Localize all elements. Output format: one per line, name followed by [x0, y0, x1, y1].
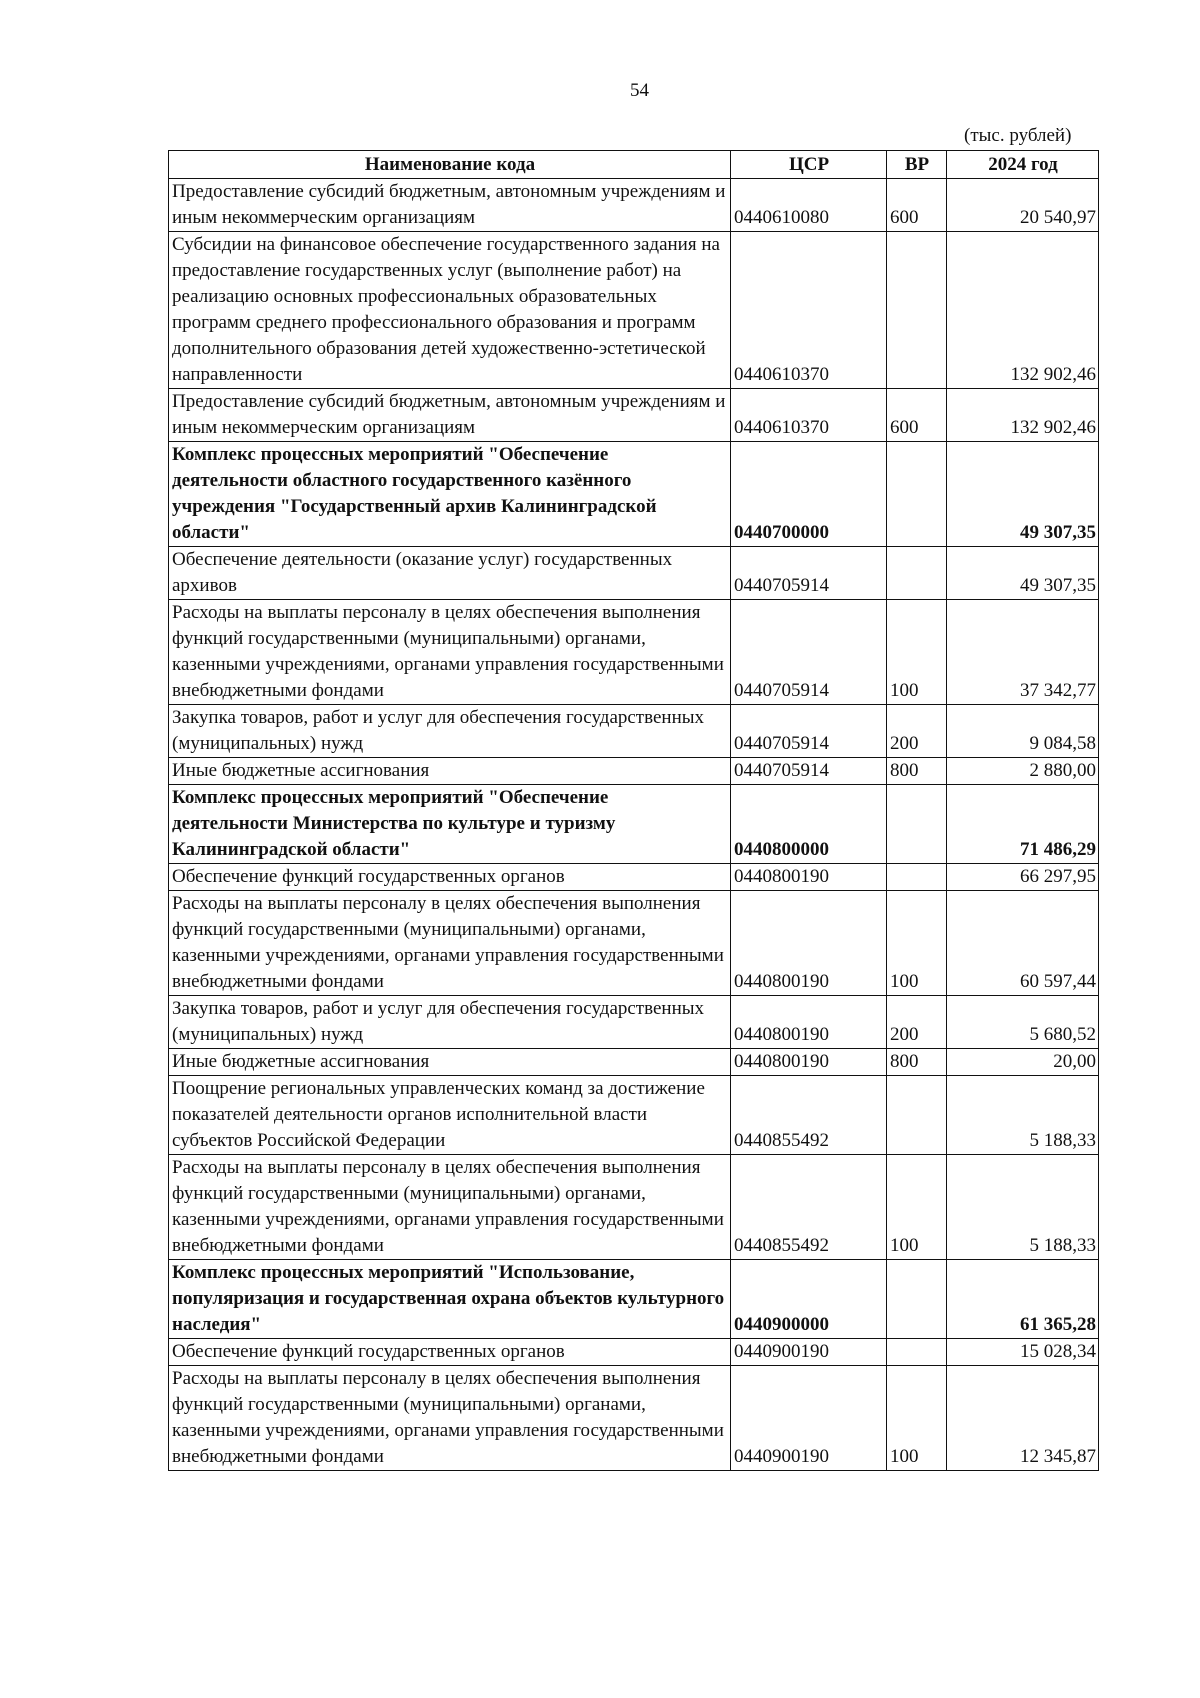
budget-table — [168, 150, 1099, 1471]
row-csr-cell: 0440800000 — [731, 785, 887, 864]
table-row — [169, 705, 1099, 758]
row-csr-cell: 0440610370 — [731, 389, 887, 442]
row-name-cell: Обеспечение функций государственных органов — [169, 864, 731, 891]
row-csr-cell: 0440855492 — [731, 1155, 887, 1260]
row-name-cell: Иные бюджетные ассигнования — [169, 758, 731, 785]
row-csr-cell: 0440855492 — [731, 1076, 887, 1155]
row-name-cell: Расходы на выплаты персоналу в целях обеспечения выполнения функций государственными (муниципальными) органами, казенными учреждениями, органами управления государственными внебюджетными фондами — [169, 1366, 731, 1471]
row-sum-cell: 15 028,34 — [947, 1339, 1099, 1366]
row-sum-cell: 132 902,46 — [947, 389, 1099, 442]
table-row — [169, 1339, 1099, 1366]
row-sum-cell: 5 188,33 — [947, 1076, 1099, 1155]
row-csr-cell: 0440800190 — [731, 891, 887, 996]
table-row — [169, 891, 1099, 996]
row-vr-cell — [887, 547, 947, 600]
row-vr-cell: 800 — [887, 1049, 947, 1076]
row-sum-cell: 49 307,35 — [947, 442, 1099, 547]
page-number: 54 — [630, 80, 649, 101]
row-vr-cell: 200 — [887, 705, 947, 758]
row-csr-cell: 0440610080 — [731, 179, 887, 232]
column-header-csr: ЦСР — [731, 151, 887, 179]
row-vr-cell: 600 — [887, 179, 947, 232]
row-name-cell: Закупка товаров, работ и услуг для обеспечения государственных (муниципальных) нужд — [169, 705, 731, 758]
table-row — [169, 1049, 1099, 1076]
row-sum-cell: 49 307,35 — [947, 547, 1099, 600]
row-csr-cell: 0440900190 — [731, 1339, 887, 1366]
row-sum-cell: 12 345,87 — [947, 1366, 1099, 1471]
table-row — [169, 864, 1099, 891]
row-name-cell: Комплекс процессных мероприятий "Обеспечение деятельности Министерства по культуре и туризму Калининградской области" — [169, 785, 731, 864]
table-row — [169, 996, 1099, 1049]
row-name-cell: Расходы на выплаты персоналу в целях обеспечения выполнения функций государственными (муниципальными) органами, казенными учреждениями, органами управления государственными внебюджетными фондами — [169, 600, 731, 705]
row-vr-cell: 100 — [887, 1155, 947, 1260]
row-sum-cell: 20,00 — [947, 1049, 1099, 1076]
row-vr-cell — [887, 864, 947, 891]
table-row — [169, 232, 1099, 389]
row-sum-cell: 2 880,00 — [947, 758, 1099, 785]
row-vr-cell: 100 — [887, 1366, 947, 1471]
row-sum-cell: 20 540,97 — [947, 179, 1099, 232]
table-row — [169, 758, 1099, 785]
table-row — [169, 547, 1099, 600]
row-name-cell: Расходы на выплаты персоналу в целях обеспечения выполнения функций государственными (муниципальными) органами, казенными учреждениями, органами управления государственными внебюджетными фондами — [169, 891, 731, 996]
row-name-cell: Комплекс процессных мероприятий "Использование, популяризация и государственная охрана объектов культурного наследия" — [169, 1260, 731, 1339]
row-vr-cell: 600 — [887, 389, 947, 442]
row-vr-cell: 100 — [887, 891, 947, 996]
row-sum-cell: 132 902,46 — [947, 232, 1099, 389]
row-csr-cell: 0440900000 — [731, 1260, 887, 1339]
row-vr-cell: 200 — [887, 996, 947, 1049]
row-csr-cell: 0440800190 — [731, 864, 887, 891]
table-row — [169, 1155, 1099, 1260]
row-name-cell: Закупка товаров, работ и услуг для обеспечения государственных (муниципальных) нужд — [169, 996, 731, 1049]
row-name-cell: Комплекс процессных мероприятий "Обеспечение деятельности областного государственного казённого учреждения "Государственный архив Калининградской области" — [169, 442, 731, 547]
row-name-cell: Иные бюджетные ассигнования — [169, 1049, 731, 1076]
units-label: (тыс. рублей) — [964, 125, 1072, 146]
row-sum-cell: 60 597,44 — [947, 891, 1099, 996]
row-csr-cell: 0440705914 — [731, 705, 887, 758]
row-name-cell: Субсидии на финансовое обеспечение государственного задания на предоставление государственных услуг (выполнение работ) на реализацию основных профессиональных образовательных программ среднего профессионального образования и программ дополнительного образования детей художественно-эстетической направленности — [169, 232, 731, 389]
table-row — [169, 600, 1099, 705]
row-vr-cell — [887, 232, 947, 389]
row-csr-cell: 0440700000 — [731, 442, 887, 547]
table-row — [169, 179, 1099, 232]
row-csr-cell: 0440705914 — [731, 547, 887, 600]
row-vr-cell — [887, 1076, 947, 1155]
table-row — [169, 1366, 1099, 1471]
row-name-cell: Поощрение региональных управленческих команд за достижение показателей деятельности органов исполнительной власти субъектов Российской Федерации — [169, 1076, 731, 1155]
row-vr-cell — [887, 1260, 947, 1339]
row-vr-cell — [887, 785, 947, 864]
table-row — [169, 442, 1099, 547]
column-header-name: Наименование кода — [169, 151, 731, 179]
row-name-cell: Обеспечение деятельности (оказание услуг) государственных архивов — [169, 547, 731, 600]
row-sum-cell: 71 486,29 — [947, 785, 1099, 864]
table-header-row — [169, 151, 1099, 179]
row-sum-cell: 61 365,28 — [947, 1260, 1099, 1339]
table-row — [169, 1076, 1099, 1155]
row-sum-cell: 5 188,33 — [947, 1155, 1099, 1260]
table-row — [169, 1260, 1099, 1339]
row-name-cell: Расходы на выплаты персоналу в целях обеспечения выполнения функций государственными (муниципальными) органами, казенными учреждениями, органами управления государственными внебюджетными фондами — [169, 1155, 731, 1260]
row-csr-cell: 0440705914 — [731, 600, 887, 705]
row-csr-cell: 0440800190 — [731, 996, 887, 1049]
row-csr-cell: 0440900190 — [731, 1366, 887, 1471]
row-sum-cell: 5 680,52 — [947, 996, 1099, 1049]
column-header-vr: ВР — [887, 151, 947, 179]
row-name-cell: Предоставление субсидий бюджетным, автономным учреждениям и иным некоммерческим организациям — [169, 179, 731, 232]
row-vr-cell: 800 — [887, 758, 947, 785]
column-header-sum: 2024 год — [947, 151, 1099, 179]
row-name-cell: Обеспечение функций государственных органов — [169, 1339, 731, 1366]
row-vr-cell: 100 — [887, 600, 947, 705]
table-row — [169, 389, 1099, 442]
row-name-cell: Предоставление субсидий бюджетным, автономным учреждениям и иным некоммерческим организациям — [169, 389, 731, 442]
row-vr-cell — [887, 442, 947, 547]
row-sum-cell: 37 342,77 — [947, 600, 1099, 705]
row-vr-cell — [887, 1339, 947, 1366]
row-csr-cell: 0440800190 — [731, 1049, 887, 1076]
row-sum-cell: 9 084,58 — [947, 705, 1099, 758]
row-csr-cell: 0440610370 — [731, 232, 887, 389]
row-csr-cell: 0440705914 — [731, 758, 887, 785]
row-sum-cell: 66 297,95 — [947, 864, 1099, 891]
table-row — [169, 785, 1099, 864]
